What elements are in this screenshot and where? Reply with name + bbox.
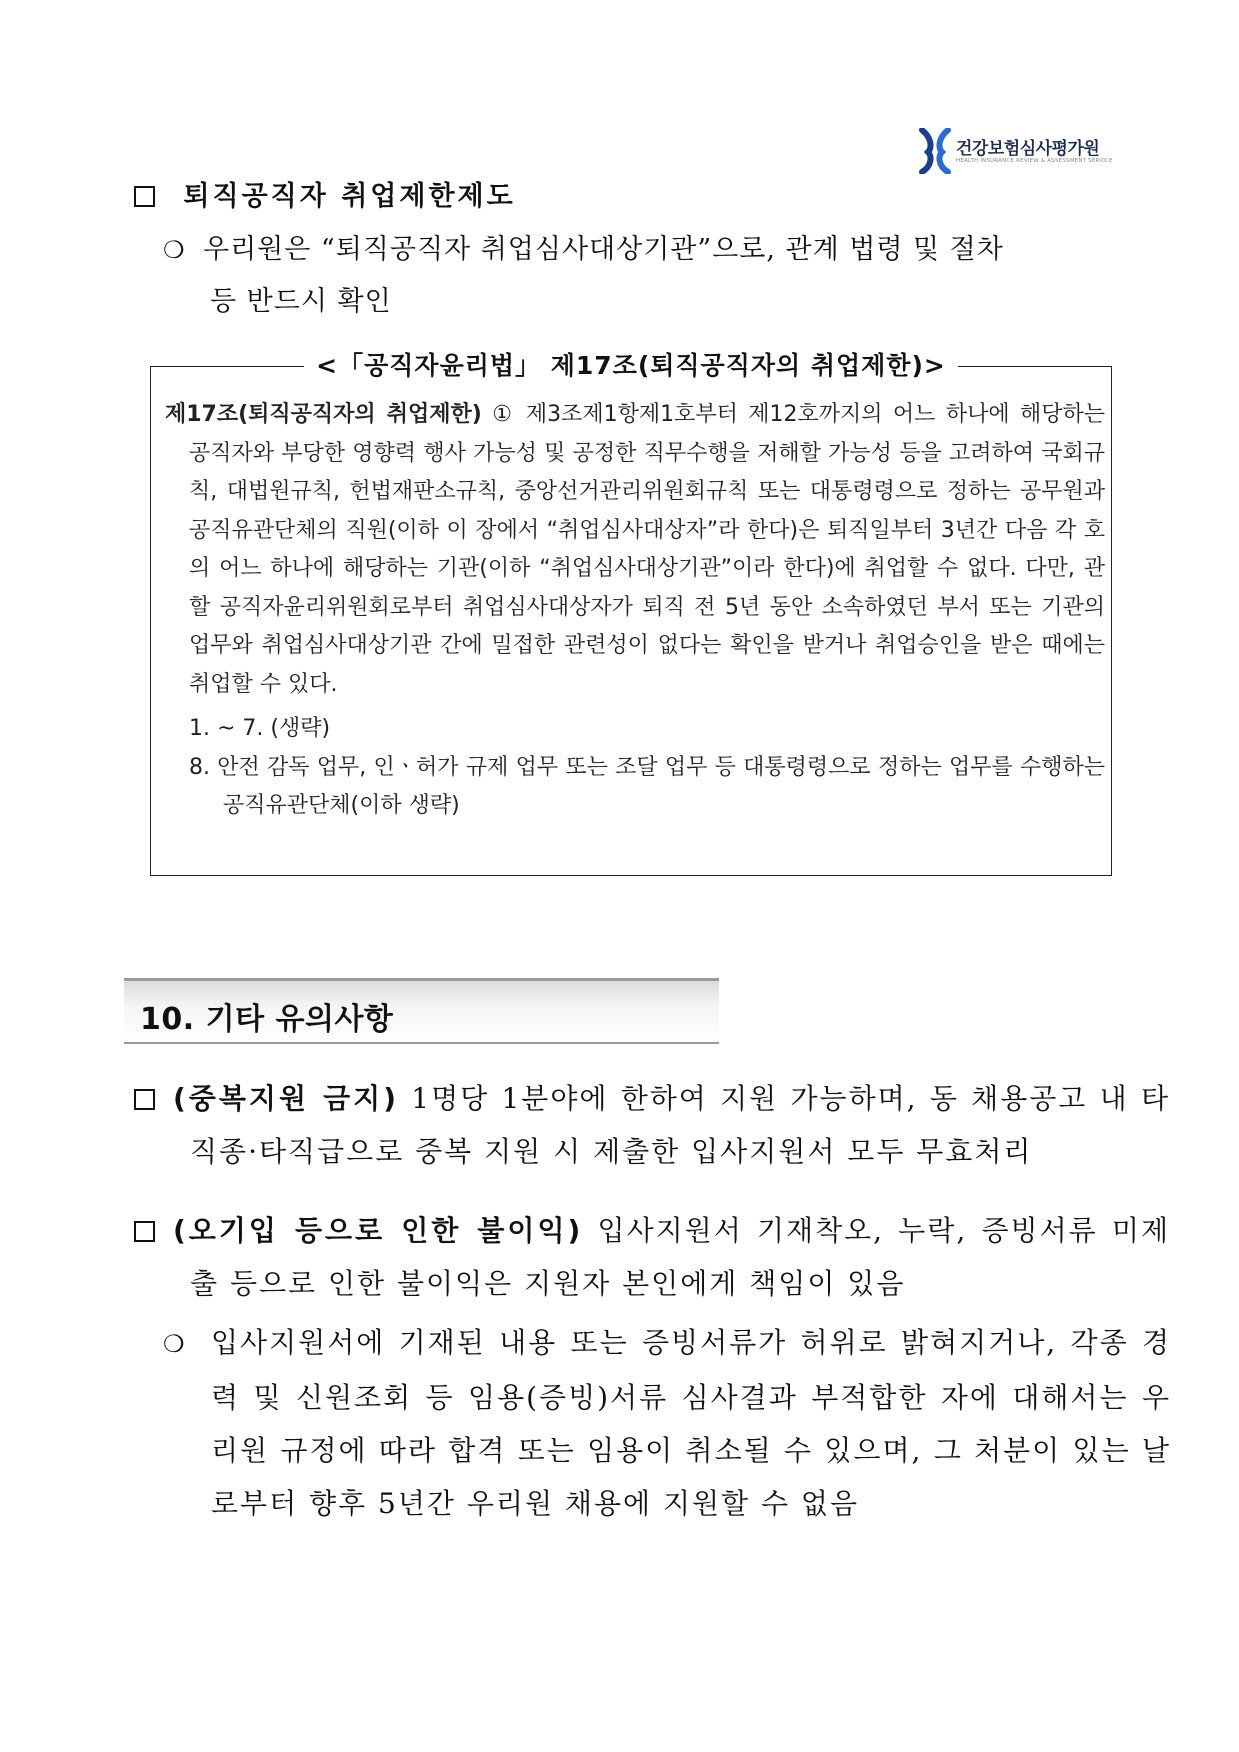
duplicate-application-text: 1명당 1분야에 한하여 지원 가능하며, 동 채용공고 내 타직종·타직급으로 중복 지원 시 제출한 입사지원서 모두 무효처리: [190, 1082, 1170, 1168]
retire-bullet-line1: 우리원은 “퇴직공직자 취업심사대상기관”으로, 관계 법령 및 절차: [203, 234, 1004, 265]
retire-bullet-line2: 등 반드시 확인: [210, 286, 392, 317]
square-bullet-icon: [134, 1221, 155, 1242]
hira-logo: [918, 128, 1128, 176]
duplicate-application-label: (중복지원 금지): [173, 1082, 400, 1115]
logo-subtitle: HEALTH INSURANCE REVIEW & ASSESSMENT SERVICE: [956, 158, 1113, 164]
law-box-title: <「공직자윤리법」 제17조(퇴직공직자의 취업제한)>: [304, 346, 958, 382]
law-article-head: 제17조(퇴직공직자의 취업제한): [165, 402, 482, 427]
square-bullet-icon: [134, 1089, 155, 1110]
misentry-item: [134, 1204, 1170, 1310]
circle-bullet-icon: ❍: [163, 236, 186, 264]
law-article-body: ① 제3조제1항제1호부터 제12호까지의 어느 하나에 해당하는 공직자와 부당한 영향력 행사 가능성 및 공정한 직무수행을 저해할 가능성 등을 고려하여 국회규칙, 대법원규칙, 헌법재판소규칙, 중앙선거관리위원회규칙 또는 대통령령으로 정하는 공무원과 공직유관단체의 직원(이하 이 장에서 “취업심사대상자”라 한다)은 퇴직일부터 3년간 다음 각 호의 어느 하나에 해당하는 기관(이하 “취업심사대상기관”이라 한다)에 취업할 수 없다. 다만, 관할 공직자윤리위원회로부터 취업심사대상자가 퇴직 전 5년 동안 소속하였던 부서 또는 기관의 업무와 취업심사대상기관 간에 밀접한 관련성이 없다는 확인을 받거나 취업승인을 받은 때에는 취업할 수 있다.: [189, 402, 1105, 697]
misentry-text: 입사지원서 기재착오, 누락, 증빙서류 미제출 등으로 인한 불이익은 지원자 본인에게 책임이 있음: [190, 1214, 1170, 1300]
misentry-sub-bullet: [163, 1316, 1171, 1530]
law-box-title-wrap: [150, 346, 1112, 382]
law-box-body: [165, 396, 1105, 826]
misentry-sub-text: 입사지원서에 기재된 내용 또는 증빙서류가 허위로 밝혀지거나, 각종 경력 및 신원조회 등 임용(증빙)서류 심사결과 부적합한 자에 대해서는 우리원 규정에 따라 합격 또는 임용이 취소될 수 있으며, 그 처분이 있는 날로부터 향후 5년간 우리원 채용에 지원할 수 없음: [211, 1326, 1171, 1520]
law-item-8: 8. 안전 감독 업무, 인ㆍ허가 규제 업무 또는 조달 업무 등 대통령령으로 정하는 업무를 수행하는 공직유관단체(이하 생략): [189, 754, 1105, 818]
retire-bullet: [163, 224, 1123, 328]
misentry-label: (오기입 등으로 인한 불이익): [173, 1214, 584, 1247]
section10-header: [124, 978, 719, 1044]
retire-heading-text: 퇴직공직자 취업제한제도: [183, 181, 516, 212]
law-item-1-7: 1. ~ 7. (생략): [189, 716, 331, 741]
law-article: [165, 396, 1105, 704]
retire-section-heading: [134, 174, 516, 213]
square-bullet-icon: [134, 186, 155, 207]
circle-bullet-icon: ❍: [163, 1330, 187, 1358]
section10-title: 10. 기타 유의사항: [140, 1002, 394, 1037]
logo-name: 건강보험심사평가원: [956, 139, 1100, 159]
duplicate-application-item: [134, 1072, 1170, 1178]
hira-logo-icon: [918, 128, 952, 174]
